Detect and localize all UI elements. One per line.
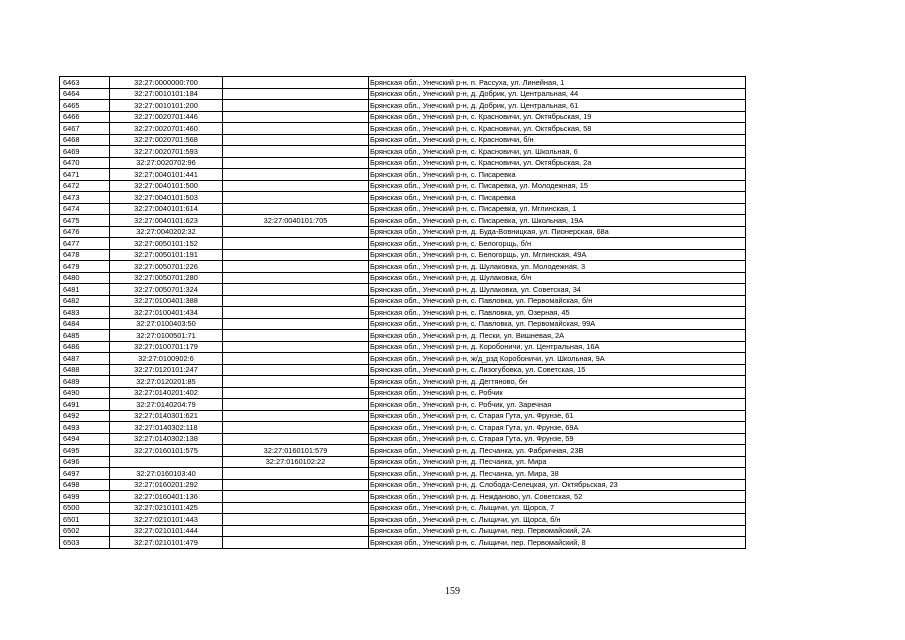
related-cadastral-cell: [223, 88, 369, 100]
row-number-cell: 6474: [60, 203, 110, 215]
row-number-cell: 6471: [60, 169, 110, 181]
related-cadastral-cell: [223, 479, 369, 491]
related-cadastral-cell: [223, 146, 369, 158]
related-cadastral-cell: [223, 272, 369, 284]
related-cadastral-cell: [223, 284, 369, 296]
address-cell: Брянская обл., Унечский р-н, с. Робчик: [369, 387, 746, 399]
address-cell: Брянская обл., Унечский р-н, д. Буда-Вовницкая, ул. Пионерская, 68а: [369, 226, 746, 238]
cadastral-number-cell: 32:27:0210101:443: [110, 514, 223, 526]
row-number-cell: 6470: [60, 157, 110, 169]
table-row: [60, 318, 746, 330]
cadastral-number-cell: 32:27:0100701:179: [110, 341, 223, 353]
address-cell: Брянская обл., Унечский р-н, д. Добрик, ул. Центральная, 44: [369, 88, 746, 100]
row-number-cell: 6473: [60, 192, 110, 204]
related-cadastral-cell: [223, 238, 369, 250]
address-cell: Брянская обл., Унечский р-н, с. Красновичи, ул. Октябрьская, 2а: [369, 157, 746, 169]
address-cell: Брянская обл., Унечский р-н, с. Писаревка, ул. Школьная, 19А: [369, 215, 746, 227]
cadastral-number-cell: [110, 456, 223, 468]
address-cell: Брянская обл., Унечский р-н, с. Старая Гута, ул. Фрунзе, 59: [369, 433, 746, 445]
cadastral-number-cell: 32:27:0020701:593: [110, 146, 223, 158]
address-cell: Брянская обл., Унечский р-н, с. Писаревка: [369, 169, 746, 181]
cadastral-number-cell: 32:27:0100403:50: [110, 318, 223, 330]
related-cadastral-cell: [223, 295, 369, 307]
cadastral-number-cell: 32:27:0120201:85: [110, 376, 223, 388]
cadastral-number-cell: 32:27:0140302:118: [110, 422, 223, 434]
cadastral-number-cell: 32:27:0100501:71: [110, 330, 223, 342]
address-cell: Брянская обл., Унечский р-н, д. Песчанка, ул. Мира: [369, 456, 746, 468]
cadastral-number-cell: 32:27:0100401:388: [110, 295, 223, 307]
related-cadastral-cell: [223, 111, 369, 123]
related-cadastral-cell: [223, 364, 369, 376]
table-row: [60, 123, 746, 135]
table-row: [60, 146, 746, 158]
cadastral-number-cell: 32:27:0140204:79: [110, 399, 223, 411]
table-row: [60, 456, 746, 468]
table-row: [60, 100, 746, 112]
cadastral-number-cell: 32:27:0040101:623: [110, 215, 223, 227]
cadastral-number-cell: 32:27:0040101:500: [110, 180, 223, 192]
table-row: [60, 284, 746, 296]
row-number-cell: 6478: [60, 249, 110, 261]
table-row: [60, 249, 746, 261]
cadastral-number-cell: 32:27:0050101:191: [110, 249, 223, 261]
address-cell: Брянская обл., Унечский р-н, д. Нежданово, ул. Советская, 52: [369, 491, 746, 503]
table-row: [60, 433, 746, 445]
row-number-cell: 6484: [60, 318, 110, 330]
related-cadastral-cell: [223, 330, 369, 342]
cadastral-number-cell: 32:27:0210101:444: [110, 525, 223, 537]
table-row: [60, 111, 746, 123]
address-cell: Брянская обл., Унечский р-н, д. Коробоничи, ул. Центральная, 16А: [369, 341, 746, 353]
related-cadastral-cell: [223, 514, 369, 526]
related-cadastral-cell: [223, 422, 369, 434]
row-number-cell: 6500: [60, 502, 110, 514]
row-number-cell: 6482: [60, 295, 110, 307]
related-cadastral-cell: [223, 192, 369, 204]
row-number-cell: 6490: [60, 387, 110, 399]
table-row: [60, 215, 746, 227]
cadastral-number-cell: 32:27:0040101:441: [110, 169, 223, 181]
table-row: [60, 468, 746, 480]
address-cell: Брянская обл., Унечский р-н, с. Белогорщь, б/н: [369, 238, 746, 250]
related-cadastral-cell: [223, 410, 369, 422]
related-cadastral-cell: [223, 491, 369, 503]
address-cell: Брянская обл., Унечский р-н, с. Красновичи, ул. Школьная, 6: [369, 146, 746, 158]
related-cadastral-cell: [223, 468, 369, 480]
related-cadastral-cell: [223, 169, 369, 181]
table-row: [60, 410, 746, 422]
cadastral-number-cell: 32:27:0140201:402: [110, 387, 223, 399]
table-row: [60, 226, 746, 238]
related-cadastral-cell: [223, 261, 369, 273]
row-number-cell: 6503: [60, 537, 110, 549]
cadastral-number-cell: 32:27:0020701:460: [110, 123, 223, 135]
row-number-cell: 6491: [60, 399, 110, 411]
related-cadastral-cell: 32:27:0040101:705: [223, 215, 369, 227]
table-row: [60, 295, 746, 307]
cadastral-number-cell: 32:27:0050701:280: [110, 272, 223, 284]
address-cell: Брянская обл., Унечский р-н, д. Слобода-Селецкая, ул. Октябрьская, 23: [369, 479, 746, 491]
table-row: [60, 238, 746, 250]
row-number-cell: 6463: [60, 77, 110, 89]
cadastral-number-cell: 32:27:0140302:138: [110, 433, 223, 445]
related-cadastral-cell: [223, 353, 369, 365]
related-cadastral-cell: [223, 537, 369, 549]
row-number-cell: 6469: [60, 146, 110, 158]
row-number-cell: 6489: [60, 376, 110, 388]
row-number-cell: 6483: [60, 307, 110, 319]
address-cell: Брянская обл., Унечский р-н, с. Лыщичи, ул. Щорса, б/н: [369, 514, 746, 526]
table-row: [60, 525, 746, 537]
related-cadastral-cell: [223, 318, 369, 330]
table-row: [60, 134, 746, 146]
address-cell: Брянская обл., Унечский р-н, п. Рассуха, ул. Линейная, 1: [369, 77, 746, 89]
address-cell: Брянская обл., Унечский р-н, с. Старая Гута, ул. Фрунзе, 61: [369, 410, 746, 422]
row-number-cell: 6477: [60, 238, 110, 250]
address-cell: Брянская обл., Унечский р-н, с. Павловка, ул. Первомайская, б/н: [369, 295, 746, 307]
cadastral-number-cell: 32:27:0010101:184: [110, 88, 223, 100]
address-cell: Брянская обл., Унечский р-н, с. Лыщичи, пер. Первомайский, 8: [369, 537, 746, 549]
row-number-cell: 6476: [60, 226, 110, 238]
address-cell: Брянская обл., Унечский р-н, д. Шулаковка, б/н: [369, 272, 746, 284]
table-row: [60, 364, 746, 376]
table-row: [60, 514, 746, 526]
table-row: [60, 353, 746, 365]
address-cell: Брянская обл., Унечский р-н, д. Песчанка, ул. Фабричная, 23В: [369, 445, 746, 457]
row-number-cell: 6493: [60, 422, 110, 434]
row-number-cell: 6498: [60, 479, 110, 491]
cadastral-number-cell: 32:27:0050101:152: [110, 238, 223, 250]
address-cell: Брянская обл., Унечский р-н, д. Шулаковка, ул. Молодежная, 3: [369, 261, 746, 273]
cadastral-number-cell: 32:27:0100401:434: [110, 307, 223, 319]
table-row: [60, 376, 746, 388]
cadastral-number-cell: 32:27:0160103:40: [110, 468, 223, 480]
related-cadastral-cell: [223, 249, 369, 261]
address-cell: Брянская обл., Унечский р-н, с. Лыщичи, пер. Первомайский, 2А: [369, 525, 746, 537]
related-cadastral-cell: [223, 376, 369, 388]
table-row: [60, 261, 746, 273]
related-cadastral-cell: [223, 399, 369, 411]
related-cadastral-cell: [223, 203, 369, 215]
table-row: [60, 491, 746, 503]
table-row: [60, 479, 746, 491]
address-cell: Брянская обл., Унечский р-н, с. Павловка, ул. Первомайская, 99А: [369, 318, 746, 330]
address-cell: Брянская обл., Унечский р-н, с. Робчик, ул. Заречная: [369, 399, 746, 411]
row-number-cell: 6497: [60, 468, 110, 480]
row-number-cell: 6472: [60, 180, 110, 192]
row-number-cell: 6466: [60, 111, 110, 123]
table-row: [60, 330, 746, 342]
table-row: [60, 341, 746, 353]
table-row: [60, 88, 746, 100]
table-body: [60, 77, 746, 549]
cadastral-number-cell: 32:27:0000000:700: [110, 77, 223, 89]
table-row: [60, 387, 746, 399]
related-cadastral-cell: [223, 307, 369, 319]
address-cell: Брянская обл., Унечский р-н, с. Старая Гута, ул. Фрунзе, 69А: [369, 422, 746, 434]
row-number-cell: 6492: [60, 410, 110, 422]
related-cadastral-cell: [223, 341, 369, 353]
address-cell: Брянская обл., Унечский р-н, с. Красновичи, ул. Октябрьская, 19: [369, 111, 746, 123]
table-row: [60, 157, 746, 169]
cadastral-number-cell: 32:27:0210101:479: [110, 537, 223, 549]
row-number-cell: 6464: [60, 88, 110, 100]
table-row: [60, 502, 746, 514]
row-number-cell: 6467: [60, 123, 110, 135]
address-cell: Брянская обл., Унечский р-н, ж/д_рзд Коробоничи, ул. Школьная, 9А: [369, 353, 746, 365]
row-number-cell: 6501: [60, 514, 110, 526]
address-cell: Брянская обл., Унечский р-н, д. Пески, ул. Вишневая, 2А: [369, 330, 746, 342]
table-row: [60, 537, 746, 549]
row-number-cell: 6499: [60, 491, 110, 503]
row-number-cell: 6468: [60, 134, 110, 146]
table-row: [60, 272, 746, 284]
cadastral-number-cell: 32:27:0040202:32: [110, 226, 223, 238]
row-number-cell: 6495: [60, 445, 110, 457]
related-cadastral-cell: [223, 77, 369, 89]
row-number-cell: 6465: [60, 100, 110, 112]
cadastral-number-cell: 32:27:0020701:446: [110, 111, 223, 123]
table-row: [60, 422, 746, 434]
cadastral-number-cell: 32:27:0040101:503: [110, 192, 223, 204]
row-number-cell: 6475: [60, 215, 110, 227]
cadastral-number-cell: 32:27:0160201:292: [110, 479, 223, 491]
related-cadastral-cell: [223, 502, 369, 514]
related-cadastral-cell: [223, 180, 369, 192]
address-cell: Брянская обл., Унечский р-н, с. Павловка, ул. Озерная, 45: [369, 307, 746, 319]
cadastral-number-cell: 32:27:0160101:575: [110, 445, 223, 457]
row-number-cell: 6485: [60, 330, 110, 342]
related-cadastral-cell: [223, 157, 369, 169]
address-cell: Брянская обл., Унечский р-н, с. Белогорщь, ул. Мглинская, 49А: [369, 249, 746, 261]
related-cadastral-cell: 32:27:0160101:579: [223, 445, 369, 457]
related-cadastral-cell: [223, 100, 369, 112]
row-number-cell: 6481: [60, 284, 110, 296]
table-row: [60, 192, 746, 204]
cadastral-number-cell: 32:27:0010101:200: [110, 100, 223, 112]
cadastral-number-cell: 32:27:0050701:324: [110, 284, 223, 296]
row-number-cell: 6488: [60, 364, 110, 376]
address-cell: Брянская обл., Унечский р-н, с. Писаревка, ул. Молодежная, 15: [369, 180, 746, 192]
cadastral-number-cell: 32:27:0050701:226: [110, 261, 223, 273]
cadastral-number-cell: 32:27:0020701:568: [110, 134, 223, 146]
row-number-cell: 6494: [60, 433, 110, 445]
address-cell: Брянская обл., Унечский р-н, с. Писаревка, ул. Мглинская, 1: [369, 203, 746, 215]
address-cell: Брянская обл., Унечский р-н, д. Шулаковка, ул. Советская, 34: [369, 284, 746, 296]
address-cell: Брянская обл., Унечский р-н, с. Красновичи, б/н: [369, 134, 746, 146]
page-number: 159: [445, 586, 460, 597]
table-row: [60, 445, 746, 457]
row-number-cell: 6496: [60, 456, 110, 468]
cadastral-number-cell: 32:27:0100902:6: [110, 353, 223, 365]
table-row: [60, 399, 746, 411]
row-number-cell: 6480: [60, 272, 110, 284]
cadastral-number-cell: 32:27:0210101:425: [110, 502, 223, 514]
address-cell: Брянская обл., Унечский р-н, с. Лизогубовка, ул. Советская, 15: [369, 364, 746, 376]
address-cell: Брянская обл., Унечский р-н, д. Песчанка, ул. Мира, 38: [369, 468, 746, 480]
table-row: [60, 180, 746, 192]
row-number-cell: 6486: [60, 341, 110, 353]
cadastral-number-cell: 32:27:0020702:96: [110, 157, 223, 169]
address-cell: Брянская обл., Унечский р-н, с. Писаревка: [369, 192, 746, 204]
related-cadastral-cell: 32:27:0160102:22: [223, 456, 369, 468]
cadastral-number-cell: 32:27:0040101:614: [110, 203, 223, 215]
address-cell: Брянская обл., Унечский р-н, д. Дегтяново, бн: [369, 376, 746, 388]
address-cell: Брянская обл., Унечский р-н, с. Лыщичи, ул. Щорса, 7: [369, 502, 746, 514]
table-row: [60, 203, 746, 215]
row-number-cell: 6479: [60, 261, 110, 273]
related-cadastral-cell: [223, 525, 369, 537]
row-number-cell: 6487: [60, 353, 110, 365]
related-cadastral-cell: [223, 134, 369, 146]
row-number-cell: 6502: [60, 525, 110, 537]
cadastral-number-cell: 32:27:0140301:621: [110, 410, 223, 422]
address-cell: Брянская обл., Унечский р-н, д. Добрик, ул. Центральная, 61: [369, 100, 746, 112]
table-row: [60, 77, 746, 89]
cadastral-number-cell: 32:27:0160401:136: [110, 491, 223, 503]
related-cadastral-cell: [223, 226, 369, 238]
cadastral-table: [59, 76, 746, 549]
address-cell: Брянская обл., Унечский р-н, с. Красновичи, ул. Октябрьская, 58: [369, 123, 746, 135]
table-row: [60, 307, 746, 319]
cadastral-number-cell: 32:27:0120101:247: [110, 364, 223, 376]
related-cadastral-cell: [223, 387, 369, 399]
related-cadastral-cell: [223, 123, 369, 135]
table-row: [60, 169, 746, 181]
related-cadastral-cell: [223, 433, 369, 445]
